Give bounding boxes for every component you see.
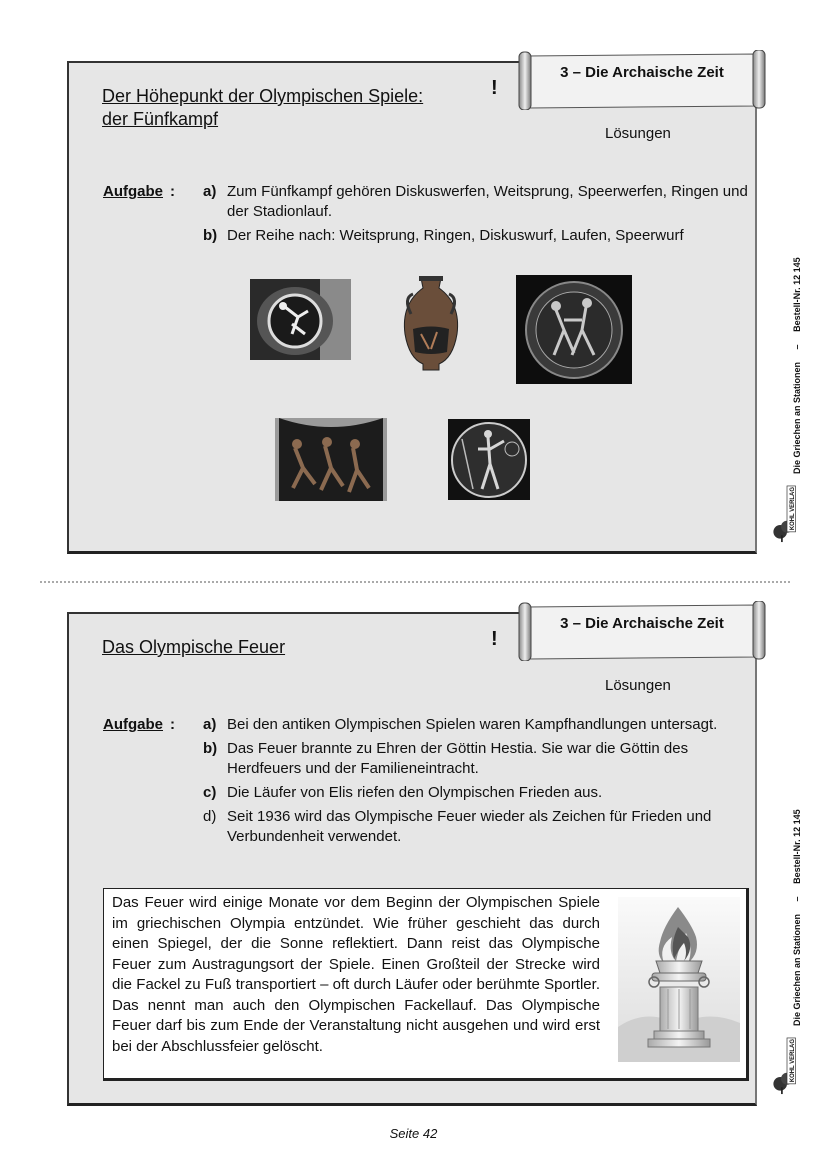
card-title: Das Olympische Feuer: [102, 637, 286, 657]
item-label: b): [203, 740, 218, 757]
page-number: Seite 42: [389, 1126, 438, 1141]
aufgabe-colon: :: [170, 716, 175, 733]
aufgabe-label: [103, 183, 163, 200]
aufgabe-colon: :: [170, 183, 175, 200]
page-divider: [40, 581, 790, 583]
item-text: Die Läufer von Elis riefen den Olympischen Frieden aus.: [227, 784, 603, 801]
aufgabe-text: Aufgabe: [103, 716, 163, 733]
answer-item: [203, 715, 753, 735]
item-label: b): [203, 227, 218, 244]
wrestlers-plate-image: [516, 275, 632, 384]
sidebar-separator: –: [792, 896, 802, 902]
item-text: Der Reihe nach: Weitsprung, Ringen, Diskuswurf, Laufen, Speerwurf: [227, 227, 684, 244]
aufgabe-text: Aufgabe: [103, 183, 163, 200]
title-line-2: der Fünfkampf: [102, 109, 219, 129]
javelin-thrower-plate-image: [448, 419, 530, 500]
runners-vase-image: [275, 418, 387, 501]
solution-card-olympisches-feuer: [67, 612, 757, 1106]
sidebar-publisher-info: [770, 788, 810, 1108]
title-line-1: Der Höhepunkt der Olympischen Spiele:: [102, 86, 424, 106]
exclamation-mark: !: [491, 628, 498, 650]
sidebar-order-number: Bestell-Nr. 12 145: [792, 257, 802, 332]
info-text: Das Feuer wird einige Monate vor dem Beginn der Olympischen Spiele im griechischen Olympia entzündet. Wie früher geschieht das durch einen Spiegel, der die Sonne reflektiert. Dann reist das Olympische Feuer zum Austragungsort der Spiele. Einen Großteil der Strecke wird die Fackel zu Fuß transportiert – oft durch Läufer oder berühmte Sportler. Das nennt man auch den Olympischen Fackellauf. Das Olympische Feuer darf bis zum Ende der Veranstaltung nicht ausgehen und wird erst bei der Abschlussfeier gelöscht.: [112, 894, 600, 1055]
answer-list: [203, 182, 753, 250]
aufgabe-label: [103, 716, 163, 733]
sidebar-book-title: Die Griechen an Stationen: [792, 913, 802, 1026]
olympic-flame-column-icon: [618, 897, 740, 1062]
answer-item: [203, 182, 753, 222]
item-label: a): [203, 716, 217, 733]
item-label: d): [203, 808, 217, 825]
answer-item: [203, 783, 753, 803]
item-label: a): [203, 183, 217, 200]
sidebar-text: [780, 788, 810, 1028]
logo-text: KOHL VERLAG: [789, 487, 796, 531]
sidebar-order-number: Bestell-Nr. 12 145: [792, 809, 802, 884]
item-text: Seit 1936 wird das Olympische Feuer wieder als Zeichen für Frieden und Verbundenheit verwendet.: [227, 808, 712, 845]
item-text: Zum Fünfkampf gehören Diskuswerfen, Weitsprung, Speerwerfen, Ringen und der Stadionlauf.: [227, 183, 748, 220]
solution-card-fuenfkampf: [67, 61, 757, 554]
sidebar-text: [780, 236, 810, 476]
section-badge-label: 3 – Die Archaische Zeit: [560, 64, 724, 81]
exclamation-mark: !: [491, 77, 498, 99]
svg-text:Die Griechen an Stationen: [792, 257, 802, 474]
loesungen-label: Lösungen: [605, 677, 671, 694]
sidebar-separator: –: [792, 344, 802, 350]
amphora-vase-image: [399, 274, 463, 373]
discus-thrower-plate-image: [250, 279, 351, 360]
section-badge-scroll: [517, 601, 767, 661]
item-text: Bei den antiken Olympischen Spielen waren Kampfhandlungen untersagt.: [227, 716, 718, 733]
section-badge-label: 3 – Die Archaische Zeit: [560, 615, 724, 632]
sidebar-book-title: Die Griechen an Stationen: [792, 361, 802, 474]
logo-text: KOHL VERLAG: [789, 1039, 796, 1083]
kohl-verlag-logo-icon: [770, 1036, 804, 1096]
section-badge-scroll: [517, 50, 767, 110]
kohl-verlag-logo-icon: [770, 484, 804, 544]
sidebar-publisher-info: [770, 236, 810, 556]
item-text: Das Feuer brannte zu Ehren der Göttin Hestia. Sie war die Göttin des Herdfeuers und der Familieneintracht.: [227, 740, 689, 777]
svg-text:Die Griechen an Stationen: [792, 809, 802, 1026]
item-label: c): [203, 784, 217, 801]
info-box: [103, 888, 749, 1081]
card-title: [102, 85, 423, 131]
answer-item: [203, 807, 753, 847]
loesungen-label: Lösungen: [605, 125, 671, 142]
answer-item: [203, 226, 753, 246]
answer-list: [203, 715, 753, 851]
answer-item: [203, 739, 753, 779]
